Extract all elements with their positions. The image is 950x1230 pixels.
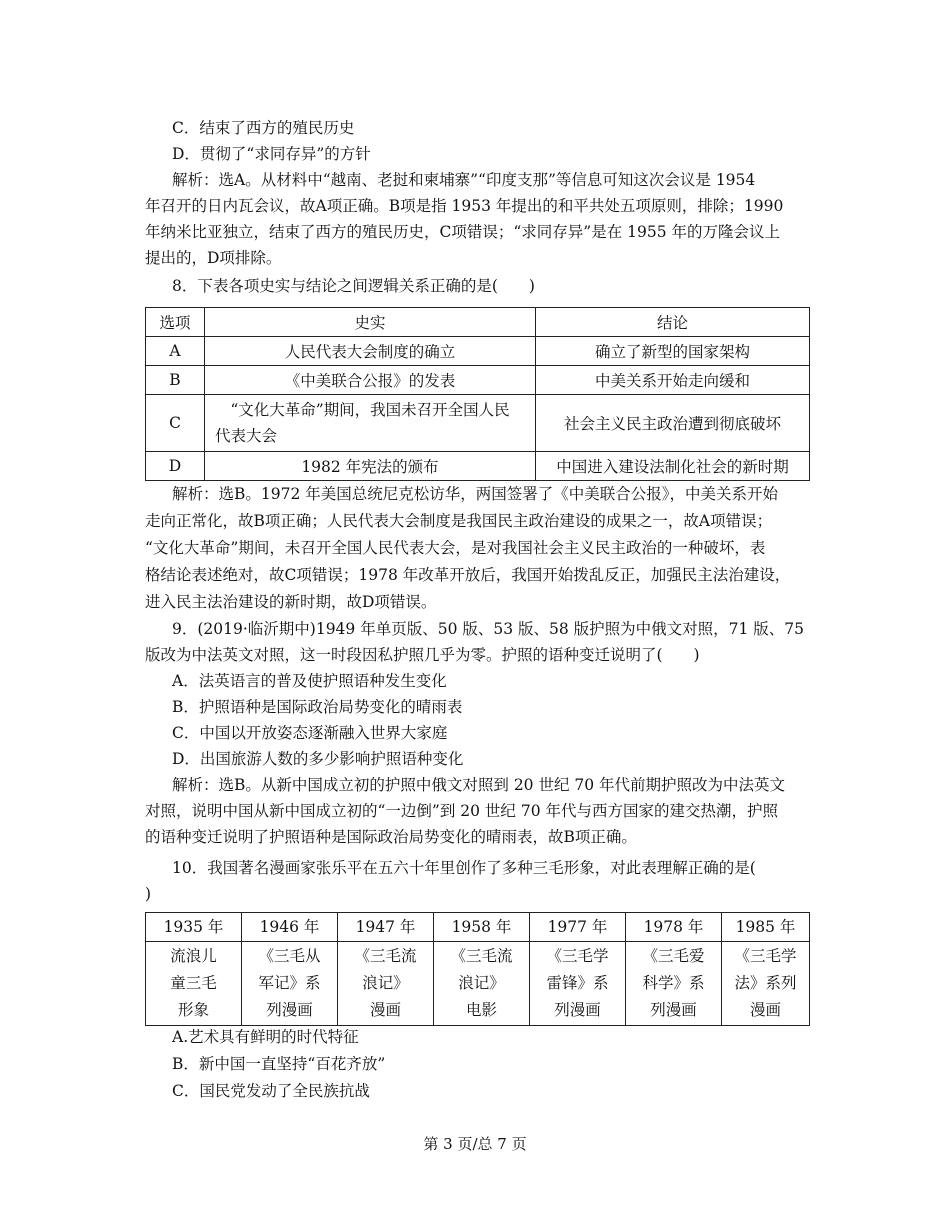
option-c-text: C．国民党发动了全民族抗战 [172,1082,370,1100]
work-line: 军记》系 [258,974,321,992]
table-cell: 中美关系开始走向缓和 [536,366,810,395]
question-10-stem: 10．我国著名漫画家张乐平在五六十年里创作了多种三毛形象，对此表理解正确的是( [172,859,756,877]
work-line: 《三毛流 [354,947,417,965]
year-cell: 1946 年 [242,913,338,942]
option-b-text: B．新中国一直坚持“百花齐放” [172,1055,386,1073]
question-10-table [145,912,810,1026]
question-9-stem: 9．(2019·临沂期中)1949 年单页版、50 版、53 版、58 版护照为中俄文对照，71 版、75 [172,620,805,638]
analysis-8-line: 进入民主法治建设的新时期，故D项错误。 [145,593,437,611]
work-line: 漫画 [749,1001,781,1019]
work-line: 《三毛学 [734,947,797,965]
work-line: 《三毛学 [546,947,609,965]
year-cell: 1958 年 [434,913,530,942]
analysis-7-line: 年纳米比亚独立，结束了西方的殖民历史，C项错误；“求同存异”是在 1955 年的万隆会议上 [145,223,781,241]
fact-line: “文化大革命”期间，我国未召开全国人民 [230,401,510,419]
work-cell [434,942,530,1026]
option-d-text: D．出国旅游人数的多少影响护照语种变化 [172,750,464,768]
question-8-table [145,307,810,481]
table-row [146,337,810,366]
work-line: 科学》系 [642,974,705,992]
work-cell [338,942,434,1026]
work-line: 列漫画 [266,1001,313,1019]
table-cell: 人民代表大会制度的确立 [205,337,536,366]
work-line: 流浪儿 [170,947,217,965]
work-line: 《三毛从 [258,947,321,965]
year-cell: 1978 年 [626,913,722,942]
table-cell: 《中美联合公报》的发表 [205,366,536,395]
work-cell [146,942,242,1026]
year-cell: 1985 年 [722,913,810,942]
work-line: 雷锋》系 [546,974,609,992]
analysis-9-line: 的语种变迁说明了护照语种是国际政治局势变化的晴雨表，故B项正确。 [145,828,637,846]
work-line: 童三毛 [170,974,217,992]
analysis-8-line: “文化大革命”期间，未召开全国人民代表大会，是对我国社会主义民主政治的一种破坏，表 [145,539,766,557]
table-cell: 确立了新型的国家架构 [536,337,810,366]
question-9-stem: 版改为中法英文对照，这一时段因私护照几乎为零。护照的语种变迁说明了( ) [145,646,700,664]
analysis-8-line: 格结论表述绝对，故C项错误；1978 年改革开放后，我国开始拨乱反正，加强民主法治建设， [145,566,791,584]
option-c-text: C．结束了西方的殖民历史 [172,119,355,137]
year-cell: 1947 年 [338,913,434,942]
work-line: 列漫画 [650,1001,697,1019]
analysis-7-line: 年召开的日内瓦会议，故A项正确。B项是指 1953 年提出的和平共处五项原则，排除；1990 [145,197,784,215]
work-line: 浪记》 [362,974,409,992]
option-c-text: C．中国以开放姿态逐渐融入世界大家庭 [172,724,448,742]
analysis-7-line: 解析：选A。从材料中“越南、老挝和柬埔寨”“印度支那”等信息可知这次会议是 1954 [172,171,756,189]
analysis-9-line: 对照，说明中国从新中国成立初的“一边倒”到 20 世纪 70 年代与西方国家的建交热潮，护照 [145,802,779,820]
table-header: 史实 [205,308,536,337]
analysis-8-line: 走向正常化，故B项正确；人民代表大会制度是我国民主政治建设的成果之一，故A项错误； [145,512,773,530]
table-row [146,452,810,481]
question-10-stem: ) [145,885,152,903]
work-cell [530,942,626,1026]
analysis-9-line: 解析：选B。从新中国成立初的护照中俄文对照到 20 世纪 70 年代前期护照改为中法英文 [172,776,786,794]
table-cell [205,395,536,452]
work-line: 电影 [465,1001,497,1019]
table-row [146,913,810,942]
option-d-text: D．贯彻了“求同存异”的方针 [172,145,371,163]
option-a-text: A．法英语言的普及使护照语种发生变化 [172,672,447,690]
question-8-stem: 8．下表各项史实与结论之间逻辑关系正确的是( ) [172,277,535,295]
table-row [146,366,810,395]
work-cell [722,942,810,1026]
analysis-7-line: 提出的，D项排除。 [145,249,282,267]
work-line: 漫画 [369,1001,401,1019]
work-line: 形象 [177,1001,209,1019]
work-line: 法》系列 [734,974,797,992]
table-header: 结论 [536,308,810,337]
fact-line: 代表大会 [215,427,278,445]
year-cell: 1935 年 [146,913,242,942]
analysis-8-line: 解析：选B。1972 年美国总统尼克松访华，两国签署了《中美联合公报》，中美关系开始 [172,485,779,503]
table-cell: D [146,452,205,481]
table-cell: C [146,395,205,452]
table-header: 选项 [146,308,205,337]
work-cell [242,942,338,1026]
work-line: 《三毛流 [450,947,513,965]
table-cell: B [146,366,205,395]
work-cell [626,942,722,1026]
table-cell: A [146,337,205,366]
work-line: 《三毛爱 [642,947,705,965]
option-b-text: B．护照语种是国际政治局势变化的晴雨表 [172,698,463,716]
option-a-text: A.艺术具有鲜明的时代特征 [172,1028,359,1046]
work-line: 列漫画 [554,1001,601,1019]
table-cell: 中国进入建设法制化社会的新时期 [536,452,810,481]
table-row [146,942,810,1026]
page-number: 第 3 页/总 7 页 [423,1135,527,1153]
table-row [146,395,810,452]
table-cell: 1982 年宪法的颁布 [205,452,536,481]
year-cell: 1977 年 [530,913,626,942]
table-cell: 社会主义民主政治遭到彻底破坏 [536,395,810,452]
work-line: 浪记》 [458,974,505,992]
